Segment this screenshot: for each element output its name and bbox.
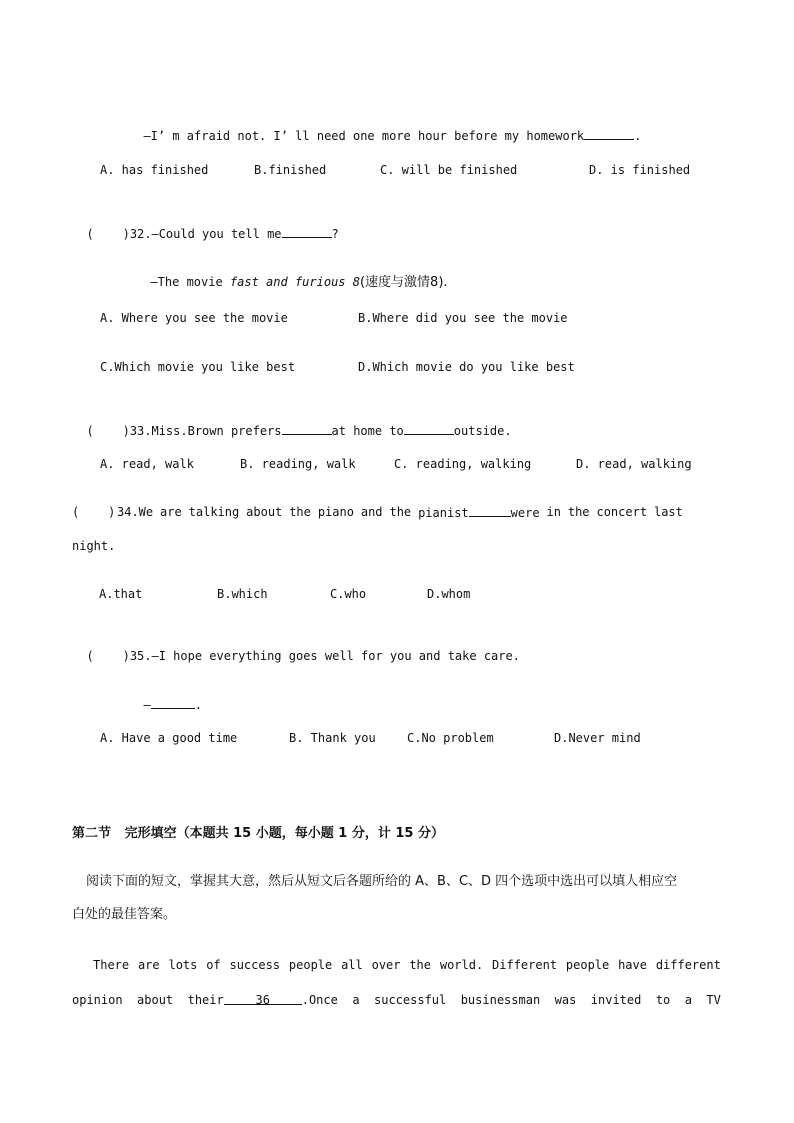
- q35-reply-line: [129, 683, 202, 712]
- passage-word: different: [655, 958, 721, 972]
- q34-option-b[interactable]: B.which: [217, 587, 268, 601]
- section-instruction-line-1: 阅读下面的短文，掌握其大意，然后从短文后各题所给的 A、B、C、D 四个选项中选出可以填人相应空: [86, 874, 678, 889]
- q33-stem-part2: at home to: [331, 424, 404, 438]
- q31-answer-suffix: .: [634, 129, 642, 143]
- q33-blank-1[interactable]: [282, 423, 332, 435]
- section-instruction-line-2: 白处的最佳答案。: [72, 907, 177, 922]
- passage-word: successful: [374, 993, 447, 1007]
- passage-word: invited: [590, 993, 642, 1007]
- passage-word: are: [137, 958, 160, 972]
- q31-option-d[interactable]: D. is finished: [589, 163, 691, 177]
- section-heading: 第二节 完形填空（本题共 15 小题，每小题 1 分，计 15 分）: [72, 826, 444, 841]
- passage-word: world.: [439, 958, 484, 972]
- passage-word: a: [352, 993, 360, 1007]
- passage-word: opinion: [72, 993, 123, 1007]
- passage-word: to: [655, 993, 671, 1007]
- q32-stem-suffix: ?: [331, 227, 339, 241]
- q35-option-c[interactable]: C.No problem: [407, 731, 494, 745]
- passage-word: TV: [706, 993, 721, 1007]
- q33-stem-part3: outside.: [453, 424, 512, 438]
- q34-stem-line: [117, 505, 683, 520]
- q35-blank[interactable]: [151, 697, 195, 709]
- passage-word: over: [371, 958, 401, 972]
- q33-option-b[interactable]: B. reading, walk: [240, 457, 356, 471]
- q34-word: last: [653, 505, 683, 519]
- q34-option-a[interactable]: A.that: [99, 587, 143, 601]
- passage-word: success: [229, 958, 281, 972]
- q34-word: about: [246, 505, 283, 519]
- q33-answer-paren[interactable]: ( ): [86, 424, 130, 438]
- q31-blank[interactable]: [584, 128, 634, 140]
- q32-reply-line: [136, 261, 448, 290]
- passage-line-2: [72, 993, 721, 1007]
- q35-reply-prefix: —: [143, 698, 151, 712]
- q31-option-c[interactable]: C. will be finished: [380, 163, 518, 177]
- q33-option-c[interactable]: C. reading, walking: [394, 457, 532, 471]
- q32-stem-prefix: 32.—Could you tell me: [129, 227, 282, 241]
- passage-word: There: [93, 958, 130, 972]
- q34-blank[interactable]: [469, 505, 511, 517]
- q32-option-d[interactable]: D.Which movie do you like best: [358, 360, 575, 374]
- passage-word: lots: [168, 958, 198, 972]
- q32-reply-prefix: —The movie: [150, 275, 230, 289]
- q32-option-a[interactable]: A. Where you see the movie: [100, 311, 288, 325]
- q35-reply-suffix: .: [194, 698, 202, 712]
- q34-word: 34.We: [117, 505, 154, 519]
- passage-word: .Once: [301, 993, 338, 1007]
- q35-answer-paren[interactable]: ( ): [86, 649, 130, 663]
- q32-reply-movie-title: fast and furious 8: [229, 275, 360, 289]
- passage-word: of: [206, 958, 221, 972]
- passage-word: about: [137, 993, 174, 1007]
- q34-word: the: [567, 505, 590, 519]
- q33-stem-part1: 33.Miss.Brown prefers: [129, 424, 282, 438]
- q33-option-a[interactable]: A. read, walk: [100, 457, 194, 471]
- q31-answer-prefix: —I’ m afraid not. I’ ll need one more hour before my homework: [143, 129, 585, 143]
- q33-stem-line: [72, 409, 512, 438]
- q34-word: the: [389, 505, 412, 519]
- q34-word: piano: [317, 505, 354, 519]
- q31-option-a[interactable]: A. has finished: [100, 163, 209, 177]
- q34-answer-paren[interactable]: ( ): [72, 505, 116, 519]
- passage-word: Different: [492, 958, 558, 972]
- q34-stem-continuation: night.: [72, 539, 116, 553]
- q34-word: talking: [188, 505, 240, 519]
- passage-word: the: [409, 958, 432, 972]
- passage-word: a: [684, 993, 692, 1007]
- q35-option-a[interactable]: A. Have a good time: [100, 731, 238, 745]
- passage-word: businessman: [460, 993, 541, 1007]
- q32-reply-suffix: (速度与激情8).: [359, 275, 448, 290]
- q32-option-c[interactable]: C.Which movie you like best: [100, 360, 296, 374]
- passage-word: all: [341, 958, 363, 972]
- q34-word: were: [510, 506, 540, 520]
- q34-word: in: [546, 505, 561, 519]
- cloze-blank-36[interactable]: 36: [224, 993, 302, 1005]
- q34-word: and: [360, 505, 383, 519]
- q35-option-b[interactable]: B. Thank you: [289, 731, 376, 745]
- q32-option-b[interactable]: B.Where did you see the movie: [358, 311, 568, 325]
- q34-word: are: [160, 505, 182, 519]
- passage-word: have: [618, 958, 647, 972]
- q32-stem-line: [72, 212, 339, 241]
- q34-word: pianist: [418, 506, 469, 520]
- q33-option-d[interactable]: D. read, walking: [576, 457, 692, 471]
- passage-word: their: [187, 993, 224, 1007]
- q31-answer-line: [129, 114, 641, 143]
- q34-word: the: [289, 505, 311, 519]
- q32-blank[interactable]: [282, 226, 332, 238]
- passage-word: was: [554, 993, 577, 1007]
- q33-blank-2[interactable]: [404, 423, 454, 435]
- q31-option-b[interactable]: B.finished: [254, 163, 327, 177]
- q34-word: concert: [596, 505, 648, 519]
- q34-option-c[interactable]: C.who: [330, 587, 367, 601]
- q34-option-d[interactable]: D.whom: [427, 587, 471, 601]
- passage-line-1: [93, 958, 721, 972]
- q35-stem: 35.—I hope everything goes well for you and take care.: [129, 649, 520, 663]
- passage-word: people: [565, 958, 610, 972]
- q35-option-d[interactable]: D.Never mind: [554, 731, 641, 745]
- passage-word: people: [288, 958, 333, 972]
- q32-answer-paren[interactable]: ( ): [86, 227, 130, 241]
- q35-stem-line: [72, 635, 520, 663]
